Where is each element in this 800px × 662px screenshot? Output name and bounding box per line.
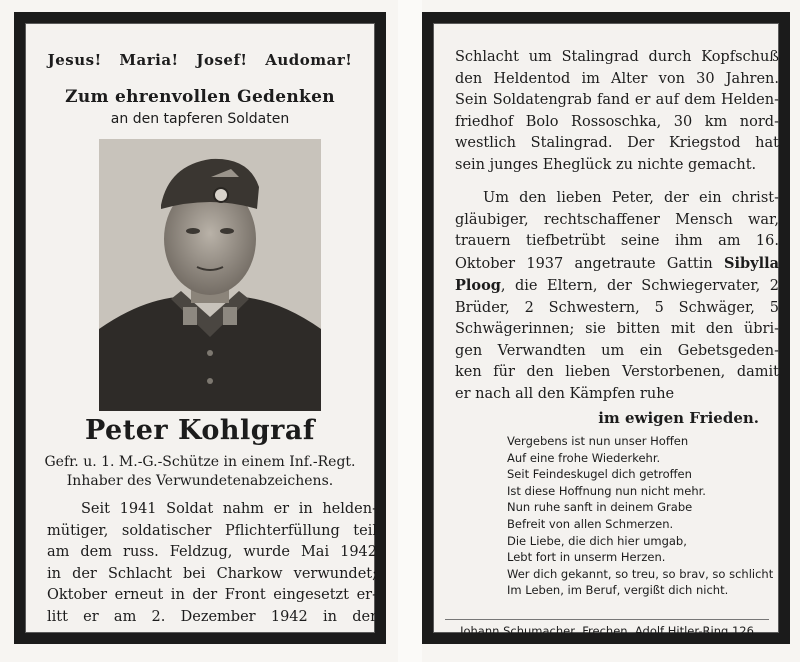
text-line: Um den lieben Peter, der ein christ- — [483, 190, 779, 206]
text-line: er nach all den Kämpfen ruhe — [455, 385, 675, 402]
memorial-card-front — [14, 12, 386, 644]
memorial-heading: Zum ehrenvollen Gedenken — [65, 87, 335, 107]
poem-line: Auf eine frohe Wiederkehr. — [507, 450, 661, 465]
printer-imprint: Johann Schumacher, Frechen, Adolf Hitler-Ring 126 — [445, 619, 769, 638]
text-segment: , die Eltern, der Schwiegervater, 2 — [500, 278, 779, 294]
text-line: Schlacht um Stalingrad durch Kopfschuß — [455, 49, 779, 65]
poem-line: Seit Feindeskugel dich getroffen — [507, 467, 692, 482]
text-line: westlich Stalingrad. Der Kriegstod hat — [455, 135, 779, 151]
bio-line: am dem russ. Feldzug, wurde Mai 1942 — [47, 544, 377, 560]
soldier-rank — [25, 453, 375, 491]
text-line: gen Verwandten um ein Gebetsgeden- — [455, 342, 779, 359]
text-line — [455, 275, 779, 298]
text-line: friedhof Bolo Rossoschka, 30 km nord- — [455, 113, 779, 130]
text-line: ken für den lieben Verstorbenen, damit — [455, 364, 779, 380]
memorial-poem — [507, 433, 777, 599]
bio-line: mütiger, soldatischer Pflichterfüllung teil — [47, 522, 377, 539]
memorial-text — [455, 47, 779, 405]
bio-line: Oktober erneut in der Front eingesetzt er- — [47, 587, 377, 603]
poem-line: Ist diese Hoffnung nun nicht mehr. — [507, 483, 706, 498]
poem-line: Nun ruhe sanft in deinem Grabe — [507, 500, 693, 515]
text-line: gläubiger, rechtschaffener Mensch war, — [455, 211, 779, 228]
text-line — [455, 253, 779, 276]
text-line: sein junges Eheglück zu nichte gemacht. — [455, 156, 757, 173]
text-line: den Heldentod im Alter von 30 Jahren. — [455, 70, 779, 87]
memorial-subheading: an den tapferen Soldaten — [110, 111, 290, 127]
card-fold — [398, 0, 422, 662]
poem-line: Im Leben, im Beruf, vergißt dich nicht. — [507, 583, 729, 598]
soldier-portrait-photo — [99, 139, 321, 411]
widow-name: Sibylla — [724, 254, 779, 272]
rank-line-2: Inhaber des Verwundetenabzeichens. — [66, 473, 334, 489]
bio-line: litt er am 2. Dezember 1942 in der — [47, 608, 377, 625]
portrait-image — [99, 139, 321, 411]
invocation: Jesus! Maria! Josef! Audomar! — [47, 51, 353, 69]
poem-line: Lebt fort in unserm Herzen. — [507, 550, 666, 565]
widow-surname: Ploog — [455, 277, 501, 294]
soldier-name: Peter Kohlgraf — [84, 415, 315, 446]
biography-text — [47, 499, 377, 628]
text-segment: Oktober 1937 angetraute Gattin — [455, 255, 725, 272]
poem-line: Vergebens ist nun unser Hoffen — [507, 434, 689, 448]
text-line: Brüder, 2 Schwestern, 5 Schwäger, 5 — [455, 299, 779, 316]
poem-line: Wer dich gekannt, so treu, so brav, so schlicht — [507, 566, 774, 581]
memorial-card-back — [422, 12, 790, 644]
text-line: Schwägerinnen; sie bitten mit den übri- — [455, 321, 779, 337]
closing-phrase: im ewigen Frieden. — [598, 409, 759, 427]
rank-line-1: Gefr. u. 1. M.-G.-Schütze in einem Inf.-Regt. — [44, 454, 356, 470]
text-line: trauern tiefbetrübt seine ihm am 16. — [455, 233, 779, 249]
poem-line: Die Liebe, die dich hier umgab, — [507, 533, 687, 548]
bio-line: in der Schlacht bei Charkow verwundet; — [47, 565, 377, 582]
bio-line: Seit 1941 Soldat nahm er in helden- — [81, 501, 377, 517]
poem-line: Befreit von allen Schmerzen. — [507, 516, 674, 531]
text-line: Sein Soldatengrab fand er auf dem Helden- — [455, 92, 779, 108]
